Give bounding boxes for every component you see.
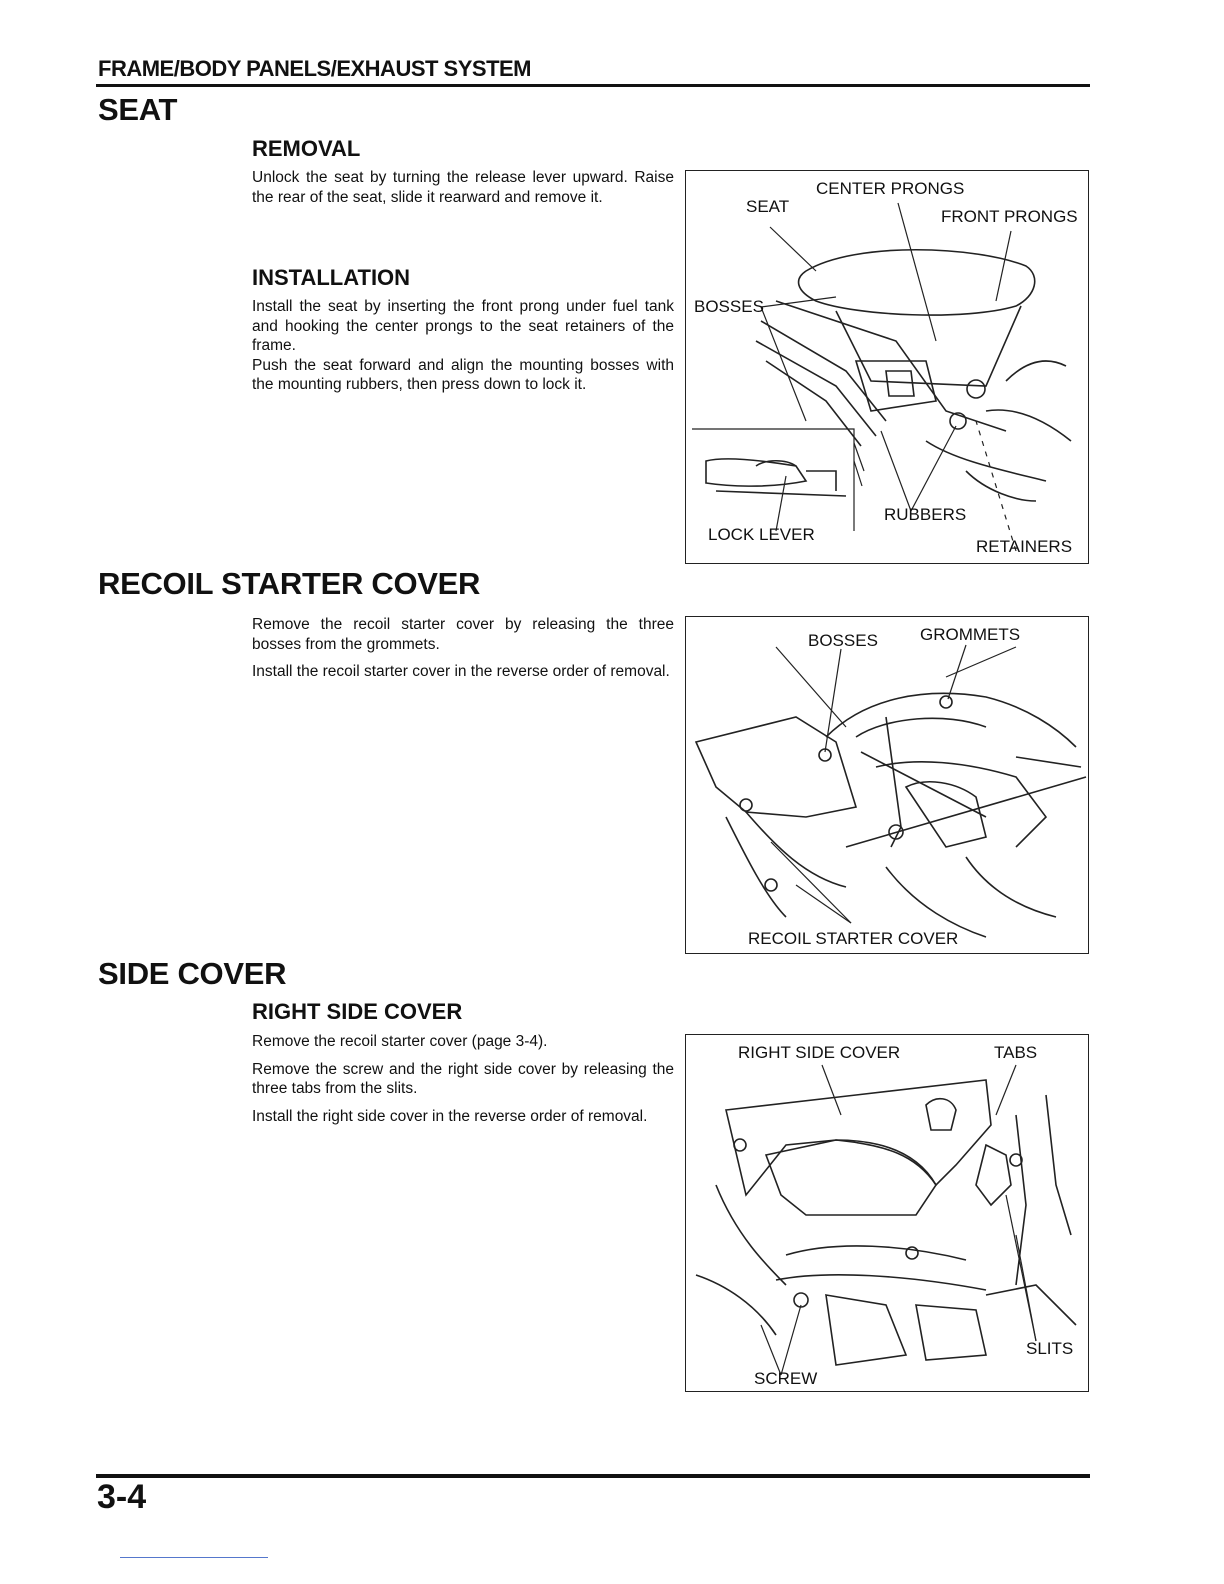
removal-text: Unlock the seat by turning the release lever upward. Raise the rear of the seat, slide it rearward and remove it. (252, 169, 674, 206)
right-side-cover-heading: RIGHT SIDE COVER (252, 999, 463, 1024)
installation-text-1: Install the seat by inserting the front prong under fuel tank and hooking the center prongs to the seat retainers of the frame. (252, 298, 674, 354)
recoil-title: RECOIL STARTER COVER (98, 566, 481, 601)
label-right-side-cover: RIGHT SIDE COVER (738, 1043, 901, 1062)
seat-title: SEAT (98, 92, 178, 127)
label-center-prongs: CENTER PRONGS (816, 179, 965, 198)
installation-text-2: Push the seat forward and align the mounting bosses with the mounting rubbers, then press down to lock it. (252, 356, 674, 393)
recoil-text-2: Install the recoil starter cover in the reverse order of removal. (252, 663, 670, 680)
removal-text-block (252, 168, 674, 215)
label-recoil-starter-cover: RECOIL STARTER COVER (748, 929, 959, 948)
recoil-illustration (686, 617, 1090, 955)
label-bosses-recoil: BOSSES (808, 631, 878, 650)
page-number: 3-4 (97, 1478, 147, 1516)
recoil-text-1: Remove the recoil starter cover by releasing the three bosses from the grommets. (252, 616, 674, 653)
label-tabs: TABS (994, 1043, 1038, 1062)
header-rule (96, 84, 1090, 87)
recoil-figure (685, 616, 1089, 954)
label-screw: SCREW (754, 1369, 818, 1388)
label-seat: SEAT (746, 197, 790, 216)
installation-text-block (252, 297, 674, 395)
label-rubbers: RUBBERS (884, 505, 967, 524)
side-cover-figure (685, 1034, 1089, 1392)
label-grommets: GROMMETS (920, 625, 1021, 644)
label-lock-lever: LOCK LEVER (708, 525, 815, 544)
removal-heading: REMOVAL (252, 136, 361, 161)
section-header-title: FRAME/BODY PANELS/EXHAUST SYSTEM (98, 56, 532, 81)
link-underline (120, 1557, 268, 1558)
label-front-prongs: FRONT PRONGS (941, 207, 1078, 226)
label-bosses: BOSSES (694, 297, 764, 316)
right-side-cover-text-block (252, 1032, 674, 1134)
side-cover-text-1: Remove the recoil starter cover (page 3-4). (252, 1033, 548, 1050)
label-retainers: RETAINERS (976, 537, 1073, 556)
side-cover-text-2: Remove the screw and the right side cover by releasing the three tabs from the slits. (252, 1060, 674, 1097)
label-slits: SLITS (1026, 1339, 1074, 1358)
side-cover-title: SIDE COVER (98, 956, 287, 991)
side-cover-text-3: Install the right side cover in the reverse order of removal. (252, 1107, 648, 1125)
installation-heading: INSTALLATION (252, 265, 411, 290)
footer-rule (96, 1474, 1090, 1478)
recoil-text-block (252, 615, 674, 690)
seat-figure (685, 170, 1089, 564)
